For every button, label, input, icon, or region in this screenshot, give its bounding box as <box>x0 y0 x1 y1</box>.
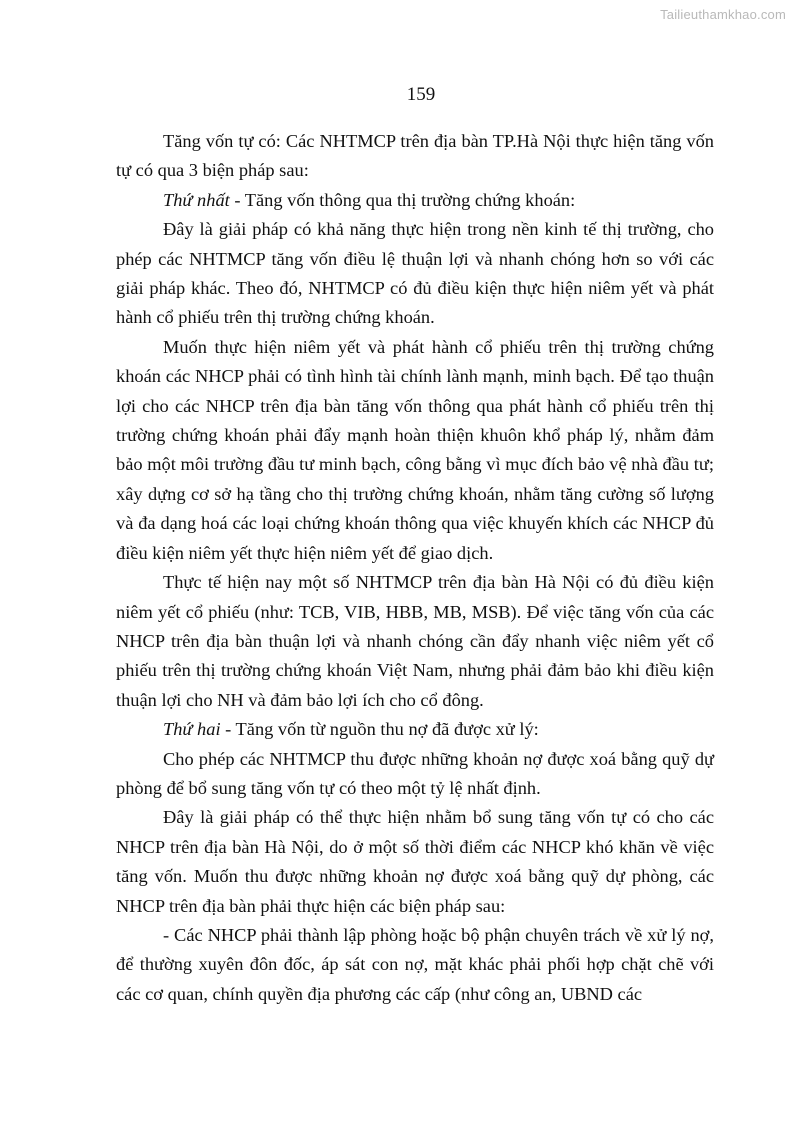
paragraph-text: - Tăng vốn từ nguồn thu nợ đã được xử lý: <box>220 719 539 740</box>
paragraph-text: - Tăng vốn thông qua thị trường chứng khoán: <box>229 189 576 210</box>
paragraph-text: Thực tế hiện nay một số NHTMCP trên địa bàn Hà Nội có đủ điều kiện niêm yết cổ phiếu (như: TCB, VIB, HBB, MB, MSB). Để việc tăng vốn của các NHCP trên địa bàn thuận lợi và nhanh chóng cần đẩy nhanh việc niêm yết cổ phiếu trên thị trường chứng khoán Việt Nam, nhưng phải đảm bảo khi điều kiện thuận lợi cho NH và đảm bảo lợi ích cho cổ đông. <box>116 572 714 710</box>
paragraph <box>116 568 714 715</box>
paragraph-lead: Thứ nhất <box>163 189 230 210</box>
body-text <box>116 127 714 1009</box>
paragraph-text: Muốn thực hiện niêm yết và phát hành cổ phiếu trên thị trường chứng khoán các NHCP phải có tình hình tài chính lành mạnh, minh bạch. Để tạo thuận lợi cho các NHCP trên địa bàn tăng vốn thông qua phát hành cổ phiếu trên thị trường chứng khoán phải đẩy mạnh hoàn thiện khuôn khổ pháp lý, nhằm đảm bảo một môi trường đầu tư minh bạch, công bằng vì mục đích bảo vệ nhà đầu tư; xây dựng cơ sở hạ tầng cho thị trường chứng khoán, nhằm tăng cường số lượng và đa dạng hoá các loại chứng khoán thông qua việc khuyến khích các NHCP đủ điều kiện niêm yết thực hiện niêm yết để giao dịch. <box>116 336 714 563</box>
paragraph <box>116 215 714 333</box>
watermark: Tailieuthamkhao.com <box>660 7 786 22</box>
paragraph-text: Cho phép các NHTMCP thu được những khoản nợ được xoá bằng quỹ dự phòng để bổ sung tăng vốn tự có theo một tỷ lệ nhất định. <box>116 748 714 798</box>
paragraph <box>116 715 714 744</box>
paragraph <box>116 333 714 568</box>
paragraph <box>116 186 714 215</box>
paragraph <box>116 921 714 1009</box>
paragraph-lead: Thứ hai <box>163 719 221 740</box>
page-number: 159 <box>406 84 436 105</box>
paragraph <box>116 803 714 921</box>
paragraph-text: - Các NHCP phải thành lập phòng hoặc bộ phận chuyên trách về xử lý nợ, để thường xuyên đôn đốc, áp sát con nợ, mặt khác phải phối hợp chặt chẽ với các cơ quan, chính quyền địa phương các cấp (như công an, UBND các <box>116 924 714 1004</box>
paragraph <box>116 745 714 804</box>
paragraph-text: Đây là giải pháp có khả năng thực hiện trong nền kinh tế thị trường, cho phép các NHTMCP tăng vốn điều lệ thuận lợi và nhanh chóng hơn so với các giải pháp khác. Theo đó, NHTMCP có đủ điều kiện thực hiện niêm yết và phát hành cổ phiếu trên thị trường chứng khoán. <box>116 219 714 328</box>
paragraph <box>116 127 714 186</box>
paragraph-text: Đây là giải pháp có thể thực hiện nhằm bổ sung tăng vốn tự có cho các NHCP trên địa bàn Hà Nội, do ở một số thời điểm các NHCP khó khăn về việc tăng vốn. Muốn thu được những khoản nợ được xoá bằng quỹ dự phòng, các NHCP trên địa bàn phải thực hiện các biện pháp sau: <box>116 807 714 916</box>
paragraph-text: Tăng vốn tự có: Các NHTMCP trên địa bàn TP.Hà Nội thực hiện tăng vốn tự có qua 3 biện pháp sau: <box>116 131 714 181</box>
